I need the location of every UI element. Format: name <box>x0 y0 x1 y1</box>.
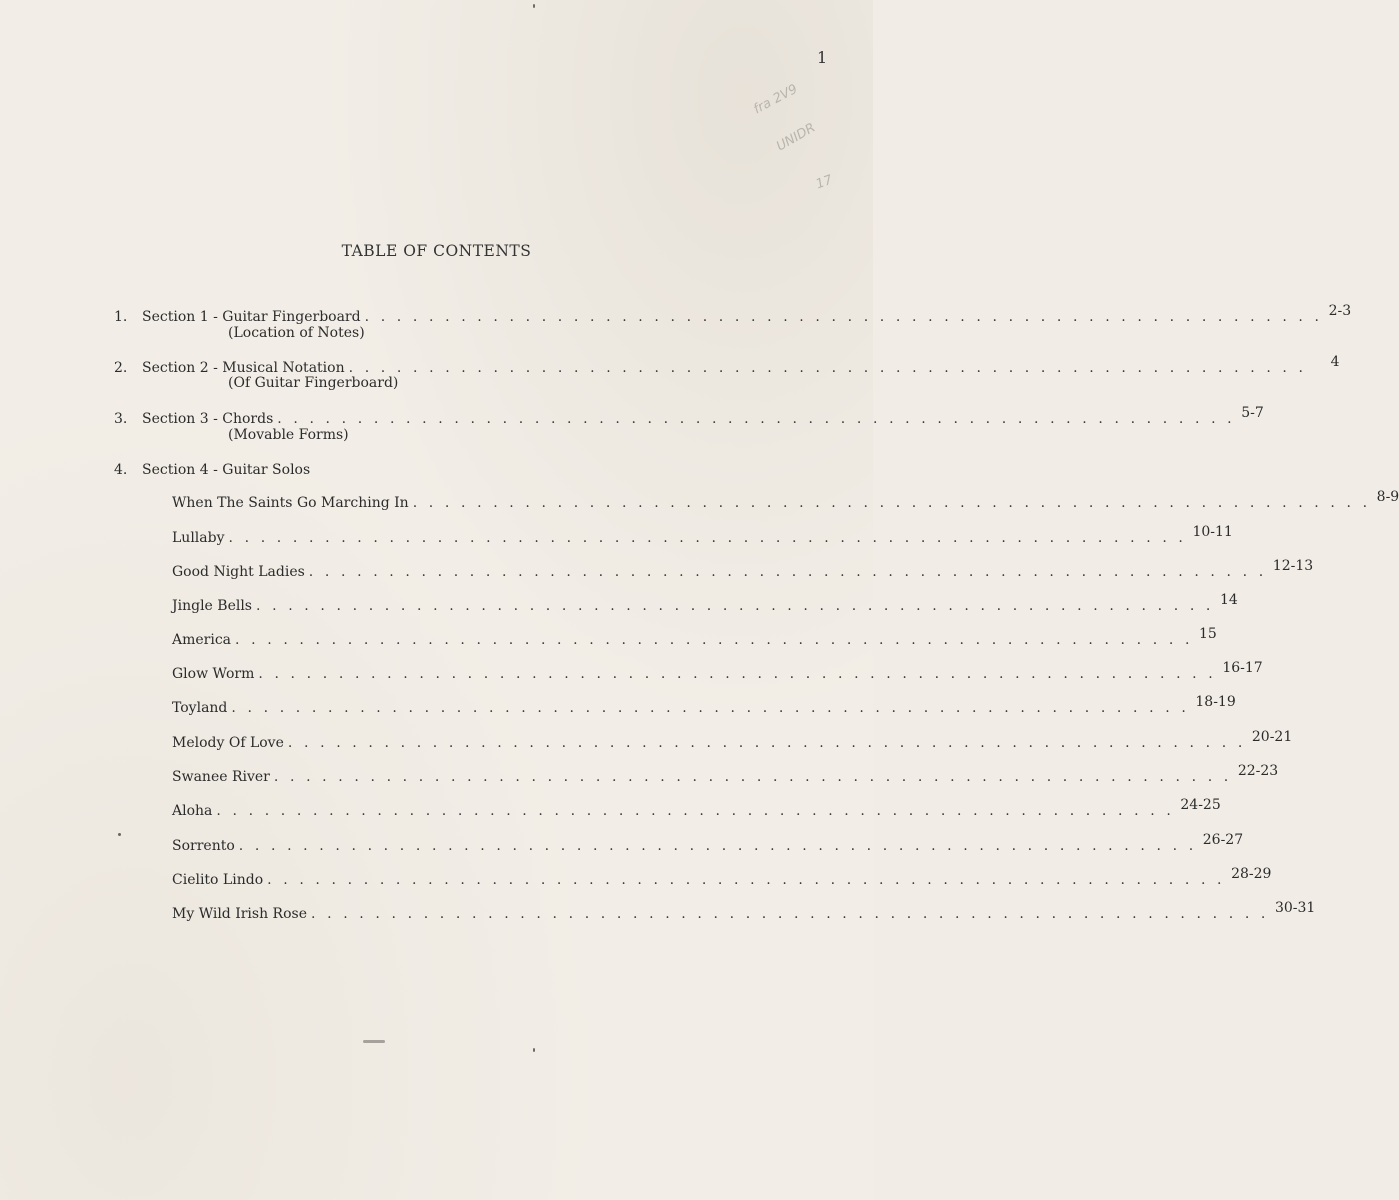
page-range: 18-19 <box>1195 694 1236 710</box>
section-subtitle: (Location of Notes) <box>228 325 365 341</box>
solo-title: America <box>172 632 232 648</box>
solo-title: Swanee River <box>172 769 270 785</box>
page-range: 4 <box>1330 354 1340 370</box>
page-range: 22-23 <box>1237 763 1279 779</box>
section-title: Section 2 - Musical Notation <box>142 360 345 376</box>
section-number: 3. <box>114 411 128 427</box>
paper-speck <box>533 1048 535 1052</box>
dot-leader: . . . . . . . . . . . . . . . . . . . . . . . . . . . . . . . . . . . . . . . . . . . . . . . . . . . . . . . . . . . . <box>267 872 1226 888</box>
dot-leader: . . . . . . . . . . . . . . . . . . . . . . . . . . . . . . . . . . . . . . . . . . . . . . . . . . . . . . . . . . . . <box>277 411 1236 427</box>
solo-title: When The Saints Go Marching In <box>172 495 409 511</box>
page-number: 1 <box>817 48 828 67</box>
page-range: 2-3 <box>1328 303 1352 319</box>
solo-title: Glow Worm <box>172 666 255 682</box>
dot-leader: . . . . . . . . . . . . . . . . . . . . . . . . . . . . . . . . . . . . . . . . . . . . . . . . . . . . . . . . . . . . <box>364 309 1323 325</box>
dot-leader: . . . . . . . . . . . . . . . . . . . . . . . . . . . . . . . . . . . . . . . . . . . . . . . . . . . . . . . . . . . . <box>216 803 1175 819</box>
page-range: 30-31 <box>1274 900 1316 916</box>
toc-solo-entry <box>172 866 1272 890</box>
solo-title: Sorrento <box>172 838 235 854</box>
paper-speck <box>363 1040 385 1043</box>
section-subtitle: (Movable Forms) <box>228 427 349 443</box>
dot-leader: . . . . . . . . . . . . . . . . . . . . . . . . . . . . . . . . . . . . . . . . . . . . . . . . . . . . . . . . . . . . <box>412 495 1371 511</box>
page-range: 15 <box>1199 626 1217 642</box>
section-title: Section 1 - Guitar Fingerboard <box>142 309 361 325</box>
toc-solo-entry <box>172 832 1244 856</box>
toc-solo-entry <box>172 694 1236 718</box>
dot-leader: . . . . . . . . . . . . . . . . . . . . . . . . . . . . . . . . . . . . . . . . . . . . . . . . . . . . . . . . . . . . <box>311 906 1269 922</box>
solo-title: Cielito Lindo <box>172 872 264 888</box>
toc-section-entry <box>114 354 1340 378</box>
page-range: 8-9 <box>1376 489 1399 505</box>
pencil-annotation: 17 <box>813 172 835 193</box>
section-subtitle: (Of Guitar Fingerboard) <box>228 375 399 391</box>
toc-section-entry <box>114 405 1264 429</box>
page-range: 26-27 <box>1202 832 1244 848</box>
pencil-annotation: fra 2V9 <box>751 81 801 118</box>
solo-title: Melody Of Love <box>172 735 284 751</box>
section-number: 2. <box>114 360 128 376</box>
dot-leader: . . . . . . . . . . . . . . . . . . . . . . . . . . . . . . . . . . . . . . . . . . . . . . . . . . . . . . . . . . . . <box>348 360 1307 376</box>
toc-section-entry <box>114 303 1352 327</box>
page-range: 5-7 <box>1241 405 1264 421</box>
toc-solo-entry <box>172 729 1293 753</box>
toc-solo-entry <box>172 900 1316 924</box>
toc-solo-entry <box>172 558 1314 582</box>
section-number: 1. <box>114 309 128 325</box>
toc-solo-entry <box>172 763 1279 787</box>
page-range: 14 <box>1219 592 1238 608</box>
dot-leader: . . . . . . . . . . . . . . . . . . . . . . . . . . . . . . . . . . . . . . . . . . . . . . . . . . . . . . . . . . . . <box>231 700 1190 716</box>
toc-solo-entry <box>172 797 1221 821</box>
paper-speck <box>533 4 535 8</box>
page-range: 16-17 <box>1222 660 1263 676</box>
toc-solo-entry <box>172 660 1263 684</box>
dot-leader: . . . . . . . . . . . . . . . . . . . . . . . . . . . . . . . . . . . . . . . . . . . . . . . . . . . . . . . . . . . . <box>308 564 1267 580</box>
page-range: 20-21 <box>1251 729 1293 745</box>
solo-title: Lullaby <box>172 530 225 546</box>
section-title: Section 3 - Chords <box>142 411 274 427</box>
toc-solo-entry <box>172 524 1233 548</box>
dot-leader: . . . . . . . . . . . . . . . . . . . . . . . . . . . . . . . . . . . . . . . . . . . . . . . . . . . . . . . . . . . . <box>258 666 1217 682</box>
page-range: 12-13 <box>1272 558 1314 574</box>
page-title: TABLE OF CONTENTS <box>341 242 532 260</box>
solo-title: My Wild Irish Rose <box>172 906 307 922</box>
paper-speck <box>118 833 121 836</box>
dot-leader: . . . . . . . . . . . . . . . . . . . . . . . . . . . . . . . . . . . . . . . . . . . . . . . . . . . . . . . . . . . . <box>228 530 1187 546</box>
toc-solo-entry <box>172 592 1238 616</box>
toc-solo-entry <box>172 489 1399 513</box>
toc-section-entry <box>114 460 754 480</box>
solo-title: Good Night Ladies <box>172 564 305 580</box>
page-range: 10-11 <box>1192 524 1233 540</box>
pencil-annotation: UNIDR <box>774 120 819 155</box>
dot-leader: . . . . . . . . . . . . . . . . . . . . . . . . . . . . . . . . . . . . . . . . . . . . . . . . . . . . . . . . . . . . <box>238 838 1197 854</box>
section-number: 4. <box>114 462 128 478</box>
dot-leader: . . . . . . . . . . . . . . . . . . . . . . . . . . . . . . . . . . . . . . . . . . . . . . . . . . . . . . . . . . . . <box>256 598 1214 614</box>
toc-solo-entry <box>172 626 1217 650</box>
page-range: 28-29 <box>1231 866 1272 882</box>
section-title: Section 4 - Guitar Solos <box>142 462 311 478</box>
dot-leader: . . . . . . . . . . . . . . . . . . . . . . . . . . . . . . . . . . . . . . . . . . . . . . . . . . . . . . . . . . . . <box>235 632 1194 648</box>
dot-leader: . . . . . . . . . . . . . . . . . . . . . . . . . . . . . . . . . . . . . . . . . . . . . . . . . . . . . . . . . . . . <box>273 769 1232 785</box>
solo-title: Aloha <box>172 803 213 819</box>
solo-title: Jingle Bells <box>172 598 252 614</box>
dot-leader: . . . . . . . . . . . . . . . . . . . . . . . . . . . . . . . . . . . . . . . . . . . . . . . . . . . . . . . . . . . . <box>287 735 1246 751</box>
solo-title: Toyland <box>172 700 228 716</box>
page-range: 24-25 <box>1180 797 1221 813</box>
